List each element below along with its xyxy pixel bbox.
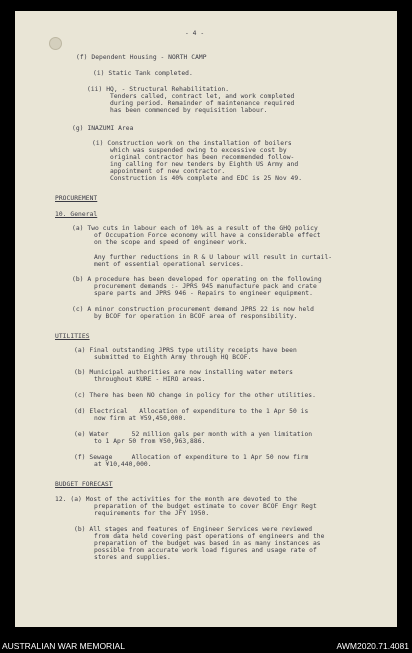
utilities-b-1: (b) Municipal authorities are now installing water meters (74, 369, 293, 376)
utilities-e-2: to 1 Apr 50 from ¥50,963,886. (94, 438, 206, 445)
utilities-a-2: submitted to Eighth Army through HQ BCOF. (94, 354, 252, 361)
section-g-i-3: original contractor has been recommended follow- (110, 154, 295, 161)
section-g-i-2: which was suspended owing to excessive cost by (110, 147, 287, 154)
section-g-i-1: (i) Construction work on the installation of boilers (92, 140, 292, 147)
budget-b-3: preparation of the budget was based in as many instances as (94, 540, 321, 547)
utilities-e-1: (e) Water 52 million gals per month with a yen limitation (74, 431, 313, 438)
section-f-ii-3: during period. Remainder of maintenance required (110, 100, 295, 107)
section-f-ii-1: (ii) HQ, - Structural Rehabilitation. (87, 86, 230, 93)
budget-b-5: stores and supplies. (94, 554, 171, 561)
procurement-c-1: (c) A minor construction procurement demand JPRS 22 is now held (72, 306, 314, 313)
utilities-f-2: at ¥10,440,000. (94, 461, 152, 468)
procurement-b-3: spare parts and JPRS 946 - Repairs to engineer equipment. (94, 290, 313, 297)
procurement-c-2: by BCOF for operation in BCOF area of responsibility. (94, 313, 298, 320)
budget-a-2: preparation of the budget estimate to cover BCOF Engr Regt (94, 503, 317, 510)
procurement-a-6: ment of essential operational services. (94, 261, 244, 268)
archive-name: AUSTRALIAN WAR MEMORIAL (2, 641, 125, 651)
budget-b-4: possible from accurate work load figures and usage rate of (94, 547, 317, 554)
budget-b-1: (b) All stages and features of Engineer Services were reviewed (74, 526, 313, 533)
budget-heading: BUDGET FORECAST (55, 481, 113, 488)
utilities-f-1: (f) Sewage Allocation of expenditure to 1 Apr 50 now firm (74, 454, 309, 461)
procurement-subheading: 10. General (55, 211, 98, 218)
utilities-c: (c) There has been NO change in policy for the other utilities. (74, 392, 316, 399)
page-number: - 4 - (185, 30, 205, 37)
document-text (15, 11, 397, 627)
section-f-i: (i) Static Tank completed. (93, 70, 193, 77)
budget-a-1: 12. (a) Most of the activities for the month are devoted to the (55, 496, 297, 503)
procurement-heading: PROCUREMENT (55, 195, 98, 202)
utilities-a-1: (a) Final outstanding JPRS type utility receipts have been (74, 347, 297, 354)
procurement-a-5: Any further reductions in R & U labour will result in curtail- (94, 254, 333, 261)
section-f-heading: (f) Dependent Housing - NORTH CAMP (76, 54, 207, 61)
section-g-i-6: Construction is 40% complete and EDC is 25 Nov 49. (110, 175, 303, 182)
utilities-d-2: now firm at ¥59,450,000. (94, 415, 187, 422)
document-page (15, 11, 397, 627)
procurement-a-2: of Occupation Force economy will have a considerable effect (94, 232, 321, 239)
procurement-a-3: on the scope and speed of engineer work. (94, 239, 248, 246)
section-g-heading: (g) INAZUMI Area (72, 125, 134, 132)
archive-reference: AWM2020.71.4081 (336, 641, 409, 651)
procurement-b-2: procurement demands :- JPRS 945 manufacture pack and crate (94, 283, 317, 290)
utilities-d-1: (d) Electrical Allocation of expenditure to the 1 Apr 50 is (74, 408, 309, 415)
section-f-ii-2: Tenders called, contract let, and work completed (110, 93, 295, 100)
utilities-heading: UTILITIES (55, 333, 90, 340)
utilities-b-2: throughout KURE - HIRO areas. (94, 376, 206, 383)
procurement-b-1: (b) A procedure has been developed for operating on the following (72, 276, 322, 283)
section-g-i-4: ing calling for new tenders by Eighth US Army and (110, 161, 299, 168)
archive-footer (0, 627, 412, 653)
procurement-a-1: (a) Two cuts in labour each of 10% as a result of the GHQ policy (72, 225, 318, 232)
section-g-i-5: appointment of new contractor. (110, 168, 226, 175)
budget-b-2: from data held covering past operations of engineers and the (94, 533, 325, 540)
section-f-ii-4: has been commenced by requisition labour. (110, 107, 268, 114)
budget-a-3: requirements for the JFY 1950. (94, 510, 210, 517)
